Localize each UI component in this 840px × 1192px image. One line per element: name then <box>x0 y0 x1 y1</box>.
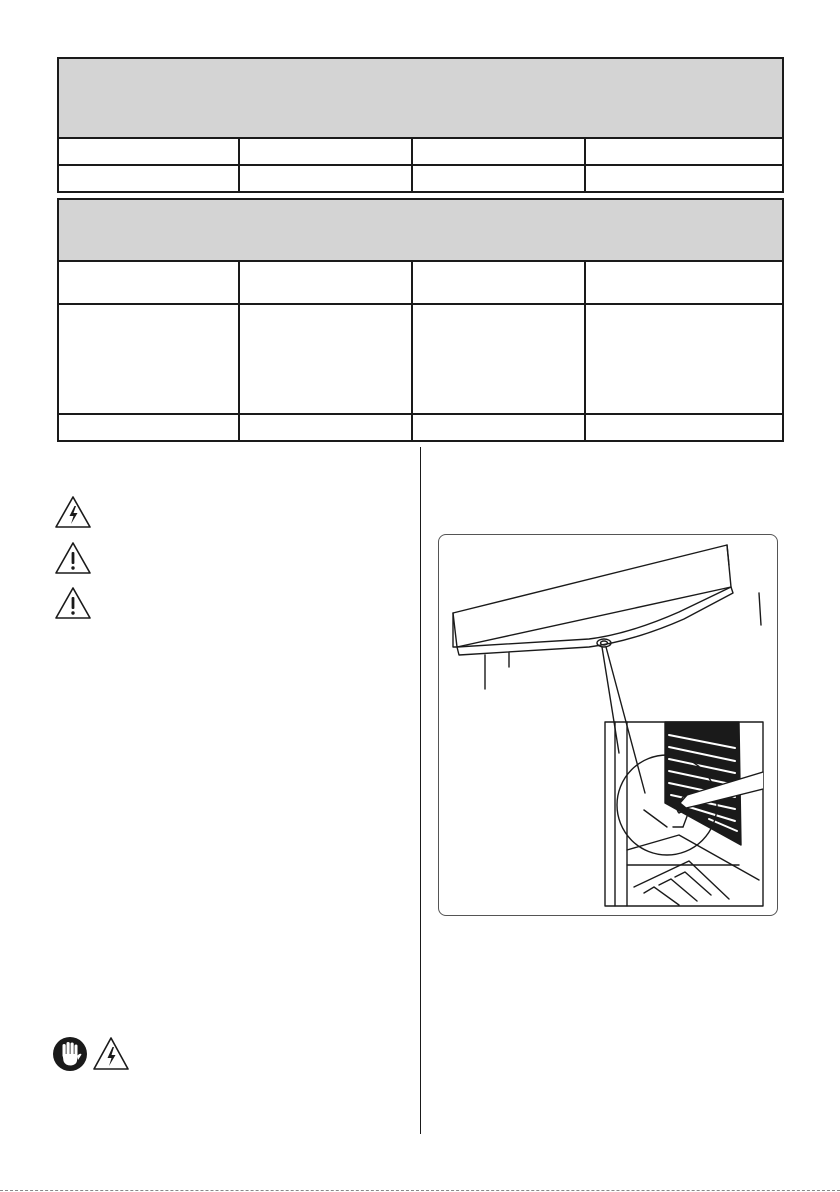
table-cell <box>585 304 783 414</box>
table-cell <box>239 138 412 165</box>
table-cell <box>239 304 412 414</box>
table-header-row <box>58 58 783 138</box>
table-cell <box>58 261 239 304</box>
table-cell <box>412 165 585 192</box>
table-cell <box>412 138 585 165</box>
table-row <box>58 304 783 414</box>
specification-table-top <box>57 57 784 193</box>
table-cell <box>58 138 239 165</box>
table-cell <box>412 414 585 441</box>
table-cell <box>239 165 412 192</box>
column-divider <box>420 447 421 1134</box>
stop-hand-icon <box>53 1037 87 1071</box>
table-header-row <box>58 199 783 261</box>
page-bottom-rule <box>0 1190 840 1191</box>
table-cell <box>58 414 239 441</box>
refrigerator-light-cover-drawing <box>439 535 777 915</box>
table-cell <box>585 261 783 304</box>
caution-warning-icon <box>54 586 92 620</box>
table-header-cell <box>585 58 783 138</box>
table-cell <box>585 414 783 441</box>
table-header-cell <box>585 199 783 261</box>
table-row <box>58 138 783 165</box>
table-header-cell <box>58 199 239 261</box>
table-row <box>58 261 783 304</box>
table-cell <box>412 261 585 304</box>
table-row <box>58 165 783 192</box>
caution-warning-icon <box>54 541 92 575</box>
table-header-cell <box>58 58 239 138</box>
electric-shock-warning-icon <box>94 1038 128 1069</box>
table-header-cell <box>412 58 585 138</box>
electric-shock-warning-icon <box>54 495 92 529</box>
specification-table-bottom <box>57 198 784 442</box>
table-header-cell <box>239 199 412 261</box>
table-cell <box>239 414 412 441</box>
table-header-cell <box>412 199 585 261</box>
table-header-cell <box>239 58 412 138</box>
table-cell <box>58 304 239 414</box>
stop-and-shock-warning-pair <box>52 1036 130 1072</box>
table-cell <box>412 304 585 414</box>
table-cell <box>58 165 239 192</box>
light-cover-illustration <box>438 534 778 916</box>
table-cell <box>585 165 783 192</box>
table-cell <box>239 261 412 304</box>
table-row <box>58 414 783 441</box>
table-cell <box>585 138 783 165</box>
